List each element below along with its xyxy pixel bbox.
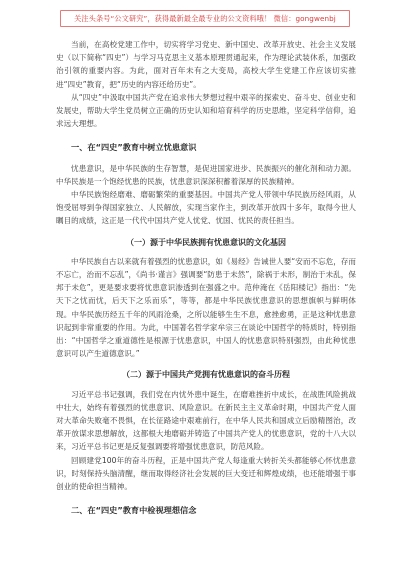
subsection-2-paragraph-1: 习近平总书记强调，我们党在内忧外患中诞生，在磨难挫折中成长，在战胜风险挑战中壮大，始终有着强烈的忧患意识、风险意识。在新民主主义革命时期，中国共产党人面对大革命失败毫不畏惧，在长征路途中艰难前行，在中华人民共和国成立后励精图治，改革开放谋求思想解放，这都根大地磨砺并铸造了中国共产党人的忧患意识，党的十八大以来，习近平总书记更是反复强调要将增强忧患意识，防范风险。 (56, 389, 356, 452)
section-1-paragraph-1: 忧患意识，是中华民族的生存智慧，是促进国家进步、民族振兴的催化剂和动力源。中华民族是一个饱经忧患的民族，忧患意识深深积蓄着深厚的民族精神。 (56, 163, 356, 186)
subsection-1-paragraph-1: 中华民族自古以来就有着强烈的忧患意识，如《易经》告诫世人要“安而不忘危，存而不忘亡，治而不忘乱”，《尚书·谨言》强调要“防患于未然”，除祸于未形，制治于未乱，保邦于未危”，更是要求要将忧患意识渗透到在强盛之中。范仲淹在《岳阳楼记》指出：“先天下之忧而忧，后天下之乐而乐”，等等，都是中华民族忧患意识的思想旗帜与鲜明体现。中华民族历经五千年的风雨沧桑，之所以能够生生不息，愈挫愈勇，正是这种忧患意识起到非常重要的作用。为此，中国著名哲学家牟宗三在谈论中国哲学的特质时，特别指出：“中国哲学之重道德性是根源于忧患意识，中国人的忧患意识特别强烈，由此种忧患意识可以产生道德意识。” (56, 256, 356, 359)
intro-paragraph-1: 当前，在高校党建工作中，切实将学习党史、新中国史、改革开放史、社会主义发展史（以下简称“四史”）与学习马克思主义基本原理贯通起来，作为理论武装休系，加强政治引领的重要内容。为此，面对百年未有之大变局，高校大学生党建工作应该切实推进“四史”教育，把“历史的内容还给历史”。 (56, 40, 356, 89)
header-banner: 关注头条号“公文研究”，获得最新最全最专业的公文资料哦！ 微信：gongwenbj (60, 10, 350, 27)
section-1-heading: 一、在“四史”教育中树立忧患意识 (71, 142, 197, 153)
section-2-heading: 二、在“四史”教育中检视理想信念 (71, 505, 197, 516)
intro-paragraph-2: 从“四史”中汲取中国共产党在追求伟大梦想过程中艰辛的探索史、奋斗史、创业史和发展史，帮助大学生党员树立正确的历史认知和培育科学的历史思维，坚定科学信仰，追求远大理想。 (56, 92, 356, 129)
subsection-2-paragraph-2: 回顾建党100年的奋斗历程，正是中国共产党人每逢重大转折关头都能够心怀忧患意识，时刻保持头脑清醒，继而取得经济社会发展的巨大变迁和辉煌成绩，也还能增强于事创业的使命担当精神。 (56, 455, 356, 492)
section-1-paragraph-2: 中华民族饱经磨难、磨砺繁荣的重要基因。中国共产党人带领中华民族历经风雨，从饱受屈辱到争得国家独立、人民解放，实现当家作主，到改革开放四十多年，取得今世人瞩目的成绩，这正是一代代中国共产党人忧党、忧国、忧民的责任担当。 (56, 190, 356, 226)
subsection-2-heading: （二）源于中国共产党拥有忧患意识的奋斗历程 (122, 370, 290, 380)
subsection-1-heading: （一）源于中华民族拥有忧患意识的文化基因 (126, 237, 286, 247)
document-body (56, 38, 356, 525)
